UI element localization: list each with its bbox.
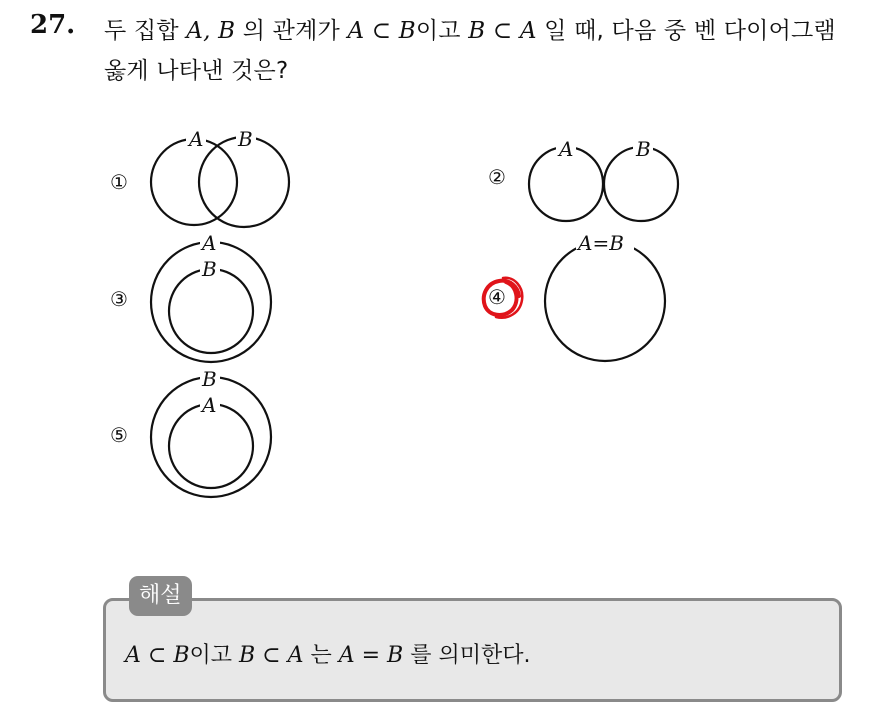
option3-label-a: A xyxy=(202,231,217,255)
option4-number[interactable]: ④ xyxy=(488,285,506,309)
option2-label-b: B xyxy=(636,137,651,161)
question-number: 27. xyxy=(30,10,76,40)
question-join: 이고 xyxy=(415,18,469,44)
sets-label: A, B xyxy=(186,18,236,44)
solution-a1: A xyxy=(125,643,141,668)
option3-number[interactable]: ③ xyxy=(110,287,128,311)
question-prefix: 두 집합 xyxy=(104,18,187,44)
option5-number[interactable]: ⑤ xyxy=(110,423,128,447)
solution-b1: B xyxy=(173,643,190,668)
solution-text xyxy=(125,638,530,669)
solution-end: 를 의미한다. xyxy=(403,643,531,668)
solution-a2: A xyxy=(287,643,304,668)
solution-join: 이고 xyxy=(189,643,239,668)
option1-label-b: B xyxy=(238,127,253,151)
condition2-b: B xyxy=(468,18,486,44)
solution-equation: A = B xyxy=(338,643,404,668)
option3-circle-b xyxy=(169,269,253,353)
option1-circle-a xyxy=(151,139,237,225)
option4-label: A=B xyxy=(578,231,624,255)
option4-circle xyxy=(545,241,665,361)
option2-number[interactable]: ② xyxy=(488,165,506,189)
subset-symbol-2: ⊂ xyxy=(492,18,513,44)
solution-b2: B xyxy=(239,643,256,668)
option3-label-b: B xyxy=(202,257,217,281)
option5-label-a: A xyxy=(202,393,217,417)
condition1-a: A xyxy=(347,18,365,44)
condition1-b: B xyxy=(398,18,416,44)
solution-subset-symbol-2: ⊂ xyxy=(262,643,281,668)
subset-symbol: ⊂ xyxy=(371,18,392,44)
solution-mid: 는 xyxy=(303,643,339,668)
option2-label-a: A xyxy=(559,137,574,161)
option5-label-b: B xyxy=(202,367,217,391)
condition2-a: A xyxy=(519,18,537,44)
option1-number[interactable]: ① xyxy=(110,170,128,194)
question-suffix: 일 때, 다음 중 벤 다이어그램 xyxy=(536,18,836,44)
option1-label-a: A xyxy=(189,127,204,151)
question-mid: 의 관계가 xyxy=(235,18,348,44)
question-line-2: 옳게 나타낸 것은? xyxy=(104,58,289,84)
solution-tag: 해설 xyxy=(129,576,192,616)
solution-subset-symbol: ⊂ xyxy=(147,643,167,668)
